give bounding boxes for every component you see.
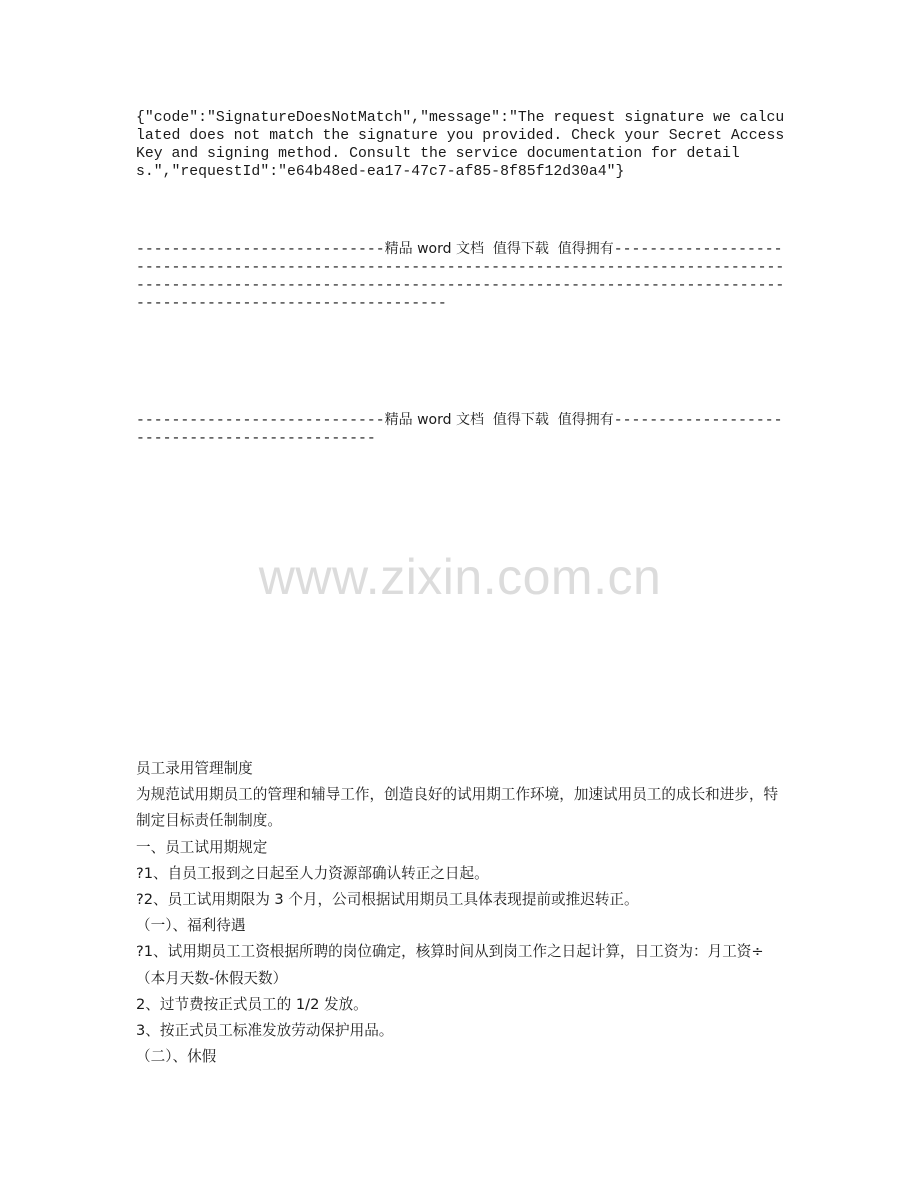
divider-banner-text: 精品 word 文档 值得下载 值得拥有 bbox=[384, 412, 614, 428]
paragraph: ?1、自员工报到之日起至人力资源部确认转正之日起。 bbox=[136, 864, 489, 882]
error-response-text: {"code":"SignatureDoesNotMatch","message":"The request signature we calculated does not match the signature you provided. Check your Secret Access Key and signing method. Consult the service documentation for details.","requestId":"e64b48ed-ea17-47c7-af85-8f85f12d30a4"} bbox=[136, 110, 794, 180]
divider-dash-prefix: ---------------------------- bbox=[136, 242, 385, 258]
divider-dash-suffix: ---------------------------------------------- bbox=[136, 413, 783, 447]
paragraph: 为规范试用期员工的管理和辅导工作，创造良好的试用期工作环境，加速试用员工的成长和进步，特制定目标责任制制度。 bbox=[136, 786, 779, 830]
document-body bbox=[136, 756, 786, 1070]
watermark-text: www.zixin.com.cn bbox=[258, 549, 662, 605]
divider-dash-suffix: ---------------------------------------------- bbox=[136, 242, 783, 276]
paragraph: ?1、试用期员工工资根据所聘的岗位确定，核算时间从到岗工作之日起计算，日工资为：月工资÷（本月天数-休假天数） bbox=[136, 943, 764, 987]
paragraph: ?2、员工试用期限为 3 个月，公司根据试用期员工具体表现提前或推迟转正。 bbox=[136, 891, 639, 909]
divider-banner-top bbox=[136, 240, 786, 313]
subsection-heading: （二）、休假 bbox=[136, 1048, 217, 1066]
section-heading: 一、员工试用期规定 bbox=[136, 838, 268, 856]
subsection-heading: （一）、福利待遇 bbox=[136, 917, 246, 935]
document-title: 员工录用管理制度 bbox=[136, 760, 253, 777]
divider-banner-text: 精品 word 文档 值得下载 值得拥有 bbox=[384, 241, 614, 257]
paragraph: 2、过节费按正式员工的 1/2 发放。 bbox=[136, 995, 368, 1013]
divider-dash-full-line: ---------------------------------------------------------------------------------------------------------------------------------------------------------- bbox=[136, 260, 785, 312]
divider-banner-bottom bbox=[136, 411, 786, 448]
paragraph: 3、按正式员工标准发放劳动保护用品。 bbox=[136, 1022, 394, 1040]
divider-dash-prefix: ---------------------------- bbox=[136, 413, 385, 429]
